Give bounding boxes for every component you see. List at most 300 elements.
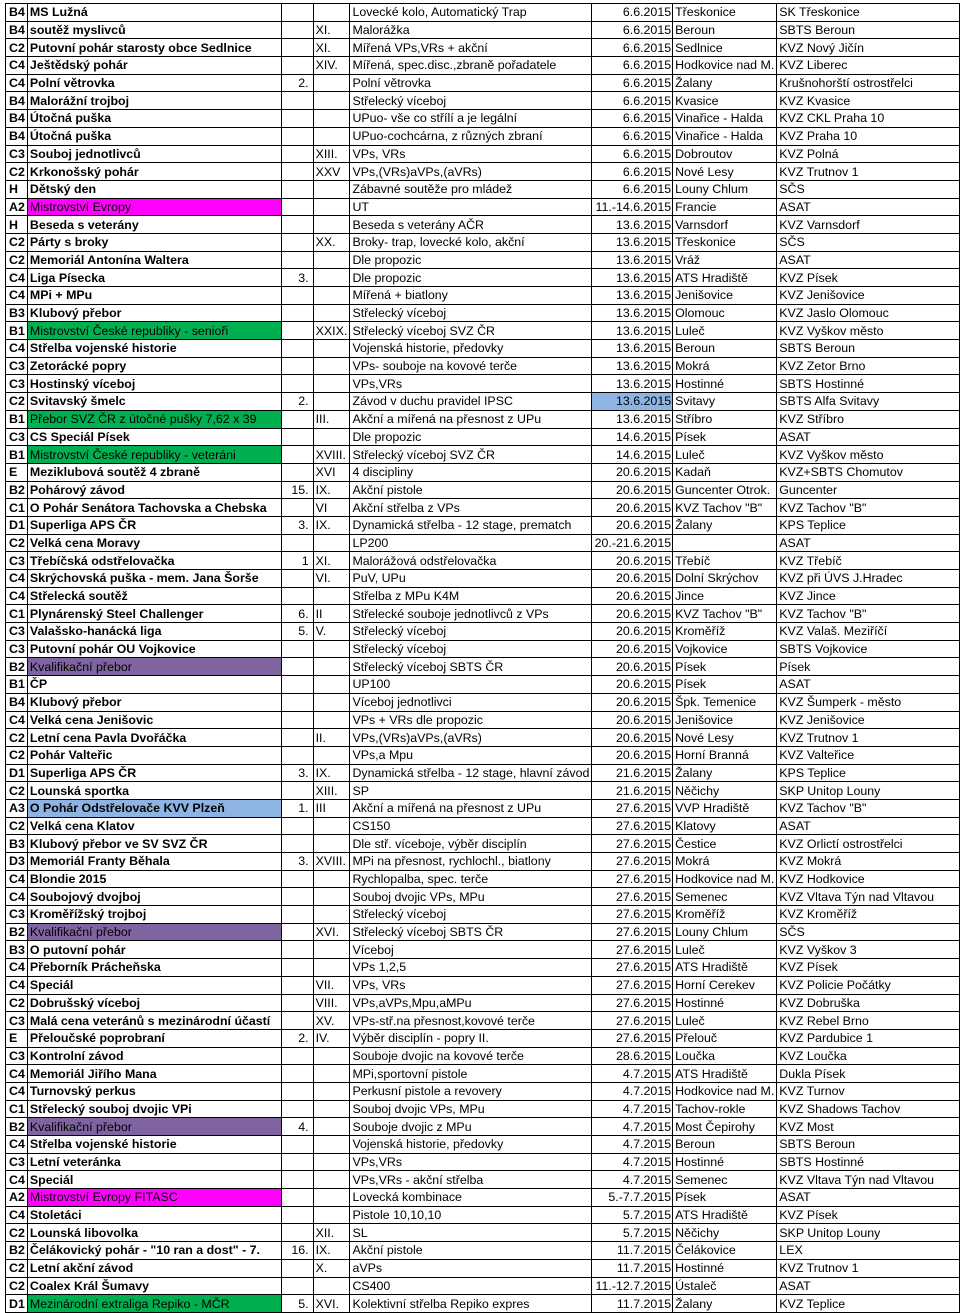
edition-roman-cell: VI. [313,570,350,588]
category-code-cell: C2 [6,393,28,411]
discipline-cell: Střelba z MPu K4M [350,587,592,605]
table-row [6,57,960,75]
date-cell: 13.6.2015 [592,287,673,305]
edition-number-cell [282,693,314,711]
category-code-cell: B3 [6,941,28,959]
category-code-cell: B3 [6,304,28,322]
edition-roman-cell [313,375,350,393]
discipline-cell: Souboj dvojic VPs, MPu [350,888,592,906]
edition-roman-cell [313,393,350,411]
discipline-cell: Malorážová odstřelovačka [350,552,592,570]
discipline-cell: VPs,(VRs)aVPs,(aVRs) [350,163,592,181]
edition-roman-cell [313,1189,350,1207]
event-name-cell: Mistrovství Evropy FITASC [27,1189,281,1207]
edition-number-cell: 5. [282,1295,314,1313]
organizer-cell: SČS [777,180,960,198]
venue-cell: Luleč [673,941,777,959]
edition-roman-cell: XX. [313,233,350,251]
event-name-cell: Pohár Valteřic [27,746,281,764]
venue-cell: Hostinné [673,1153,777,1171]
discipline-cell: VPs 1,2,5 [350,959,592,977]
venue-cell: Varnsdorf [673,216,777,234]
category-code-cell: C3 [6,428,28,446]
event-name-cell: Střelecký souboj dvojic VPi [27,1100,281,1118]
edition-number-cell [282,463,314,481]
venue-cell: Most Čepirohy [673,1118,777,1136]
table-row [6,269,960,287]
event-name-cell: Ještědský pohár [27,57,281,75]
table-row [6,340,960,358]
date-cell: 13.6.2015 [592,340,673,358]
organizer-cell: KVZ Písek [777,959,960,977]
event-name-cell: Mezinárodní extraliga Repiko - MČR [27,1295,281,1313]
event-name-cell: Valašsko-hanácká liga [27,623,281,641]
venue-cell: Kroměříž [673,906,777,924]
category-code-cell: C1 [6,605,28,623]
venue-cell: Horní Cerekev [673,976,777,994]
date-cell: 6.6.2015 [592,92,673,110]
organizer-cell: KVZ Trutnov 1 [777,1259,960,1277]
date-cell: 27.6.2015 [592,817,673,835]
edition-number-cell [282,835,314,853]
category-code-cell: B4 [6,21,28,39]
organizer-cell: KVZ Vyškov město [777,446,960,464]
organizer-cell: Guncenter [777,481,960,499]
date-cell: 20.6.2015 [592,729,673,747]
edition-number-cell [282,534,314,552]
category-code-cell: C3 [6,552,28,570]
event-name-cell: Coalex Král Šumavy [27,1277,281,1295]
edition-roman-cell [313,1065,350,1083]
event-name-cell: Meziklubová soutěž 4 zbraně [27,463,281,481]
discipline-cell: Střelecký víceboj [350,304,592,322]
edition-roman-cell: IX. [313,481,350,499]
edition-roman-cell: XVIII. [313,446,350,464]
category-code-cell: C2 [6,729,28,747]
category-code-cell: C2 [6,994,28,1012]
organizer-cell: KVZ Trutnov 1 [777,729,960,747]
venue-cell: Písek [673,658,777,676]
organizer-cell: KVZ Zetor Brno [777,357,960,375]
table-row [6,198,960,216]
edition-roman-cell [313,4,350,22]
edition-roman-cell [313,640,350,658]
edition-roman-cell [313,1100,350,1118]
venue-cell: Beroun [673,340,777,358]
edition-roman-cell [313,251,350,269]
date-cell: 21.6.2015 [592,764,673,782]
discipline-cell: Střelecký víceboj SBTS ČR [350,658,592,676]
event-name-cell: Putovní pohár starosty obce Sedlnice [27,39,281,57]
edition-roman-cell [313,693,350,711]
edition-number-cell: 6. [282,605,314,623]
category-code-cell: H [6,216,28,234]
edition-roman-cell: VI [313,499,350,517]
category-code-cell: B2 [6,923,28,941]
edition-roman-cell [313,711,350,729]
edition-roman-cell [313,110,350,128]
organizer-cell: SBTS Beroun [777,1136,960,1154]
date-cell: 20.6.2015 [592,746,673,764]
edition-number-cell [282,110,314,128]
table-row [6,1029,960,1047]
date-cell: 6.6.2015 [592,74,673,92]
date-cell: 20.6.2015 [592,693,673,711]
edition-roman-cell [313,1118,350,1136]
table-row [6,764,960,782]
table-row [6,428,960,446]
event-name-cell: Soubojový dvojboj [27,888,281,906]
edition-number-cell [282,340,314,358]
edition-number-cell [282,888,314,906]
date-cell: 20.6.2015 [592,516,673,534]
venue-cell: Písek [673,428,777,446]
category-code-cell: C4 [6,1206,28,1224]
table-row [6,393,960,411]
organizer-cell: Krušnohorští ostrostřelci [777,74,960,92]
venue-cell: Tachov-rokle [673,1100,777,1118]
organizer-cell: SBTS Beroun [777,21,960,39]
edition-roman-cell: XVI. [313,1295,350,1313]
organizer-cell: KVZ Praha 10 [777,127,960,145]
table-row [6,180,960,198]
venue-cell: Luleč [673,322,777,340]
edition-number-cell [282,729,314,747]
edition-number-cell [282,322,314,340]
venue-cell: Nové Lesy [673,729,777,747]
category-code-cell: C2 [6,817,28,835]
edition-roman-cell [313,1047,350,1065]
competition-table [5,3,960,1313]
table-row [6,110,960,128]
event-name-cell: Kroměřížský trojboj [27,906,281,924]
event-name-cell: Stoletáci [27,1206,281,1224]
event-name-cell: Letní akční závod [27,1259,281,1277]
event-name-cell: O putovní pohár [27,941,281,959]
category-code-cell: C4 [6,570,28,588]
discipline-cell: Vojenská historie, předovky [350,1136,592,1154]
venue-cell: Sedlnice [673,39,777,57]
venue-cell: VVP Hradiště [673,799,777,817]
organizer-cell: SKP Unitop Louny [777,1224,960,1242]
discipline-cell: MPi,sportovní pistole [350,1065,592,1083]
category-code-cell: C4 [6,711,28,729]
organizer-cell: KVZ CKL Praha 10 [777,110,960,128]
organizer-cell: KVZ Vltava Týn nad Vltavou [777,888,960,906]
event-name-cell: Memoriál Franty Běhala [27,853,281,871]
category-code-cell: A2 [6,198,28,216]
event-name-cell: Střelba vojenské historie [27,1136,281,1154]
organizer-cell: KVZ Shadows Tachov [777,1100,960,1118]
organizer-cell: KVZ Rebel Brno [777,1012,960,1030]
date-cell: 5.7.2015 [592,1224,673,1242]
organizer-cell: KVZ Vltava Týn nad Vltavou [777,1171,960,1189]
organizer-cell: SČS [777,233,960,251]
category-code-cell: B1 [6,676,28,694]
discipline-cell: Dynamická střelba - 12 stage, prematch [350,516,592,534]
edition-number-cell [282,1100,314,1118]
organizer-cell: KVZ Tachov "B" [777,499,960,517]
category-code-cell: B4 [6,92,28,110]
organizer-cell: KVZ Polná [777,145,960,163]
organizer-cell: ASAT [777,428,960,446]
venue-cell: Písek [673,1189,777,1207]
edition-roman-cell: XVI [313,463,350,481]
date-cell: 20.6.2015 [592,587,673,605]
discipline-cell: Akční a mířená na přesnost z UPu [350,410,592,428]
category-code-cell: C2 [6,1224,28,1242]
organizer-cell: KVZ při ÚVS J.Hradec [777,570,960,588]
date-cell: 13.6.2015 [592,269,673,287]
table-row [6,640,960,658]
venue-cell: Něčichy [673,782,777,800]
category-code-cell: C3 [6,623,28,641]
category-code-cell: C2 [6,251,28,269]
venue-cell: Hodkovice nad M. [673,870,777,888]
date-cell: 6.6.2015 [592,163,673,181]
discipline-cell: Zábavné soutěže pro mládež [350,180,592,198]
event-name-cell: Čelákovický pohár - "10 ran a dost" - 7. [27,1242,281,1260]
edition-number-cell [282,145,314,163]
edition-roman-cell [313,1082,350,1100]
category-code-cell: B2 [6,1118,28,1136]
edition-number-cell [282,1224,314,1242]
event-name-cell: Liga Písecka [27,269,281,287]
discipline-cell: Závod v duchu pravidel IPSC [350,393,592,411]
date-cell: 27.6.2015 [592,799,673,817]
event-name-cell: Přeborník Prácheňska [27,959,281,977]
edition-roman-cell: III. [313,410,350,428]
table-row [6,552,960,570]
category-code-cell: B2 [6,481,28,499]
table-row [6,322,960,340]
discipline-cell: CS150 [350,817,592,835]
category-code-cell: B1 [6,322,28,340]
edition-number-cell [282,923,314,941]
edition-roman-cell [313,127,350,145]
table-row [6,1224,960,1242]
organizer-cell: KVZ Orlictí ostrostřelci [777,835,960,853]
table-row [6,1065,960,1083]
venue-cell: Špk. Temenice [673,693,777,711]
event-name-cell: Kvalifikační přebor [27,658,281,676]
organizer-cell: Dukla Písek [777,1065,960,1083]
venue-cell: KVZ Tachov "B" [673,605,777,623]
table-row [6,906,960,924]
discipline-cell: Víceboj [350,941,592,959]
date-cell: 6.6.2015 [592,57,673,75]
edition-number-cell [282,127,314,145]
date-cell: 27.6.2015 [592,976,673,994]
date-cell: 28.6.2015 [592,1047,673,1065]
venue-cell: Písek [673,676,777,694]
category-code-cell: C3 [6,375,28,393]
venue-cell: Žalany [673,764,777,782]
discipline-cell: 4 discipliny [350,463,592,481]
edition-number-cell [282,1277,314,1295]
edition-number-cell [282,941,314,959]
edition-roman-cell [313,1277,350,1295]
venue-cell: Hodkovice nad M. [673,1082,777,1100]
venue-cell: Třeskonice [673,233,777,251]
event-name-cell: O Pohár Senátora Tachovska a Chebska [27,499,281,517]
date-cell: 6.6.2015 [592,145,673,163]
organizer-cell: KVZ Šumperk - město [777,693,960,711]
table-row [6,1295,960,1313]
organizer-cell: KVZ Vyškov město [777,322,960,340]
table-row [6,74,960,92]
date-cell: 13.6.2015 [592,233,673,251]
organizer-cell: ASAT [777,198,960,216]
table-row [6,1118,960,1136]
edition-roman-cell: VII. [313,976,350,994]
discipline-cell: Střelecký víceboj [350,623,592,641]
category-code-cell: A2 [6,1189,28,1207]
venue-cell: Dobroutov [673,145,777,163]
event-name-cell: Střelba vojenské historie [27,340,281,358]
competition-table-body [6,4,960,1313]
edition-number-cell [282,446,314,464]
category-code-cell: C3 [6,1047,28,1065]
date-cell: 6.6.2015 [592,39,673,57]
edition-roman-cell [313,959,350,977]
organizer-cell: KVZ Třebíč [777,552,960,570]
date-cell: 14.6.2015 [592,446,673,464]
venue-cell: Žalany [673,74,777,92]
table-row [6,4,960,22]
table-row [6,251,960,269]
organizer-cell: KVZ Valteřice [777,746,960,764]
date-cell: 4.7.2015 [592,1136,673,1154]
category-code-cell: C2 [6,746,28,764]
edition-number-cell [282,1065,314,1083]
event-name-cell: Klubový přebor ve SV SVZ ČR [27,835,281,853]
table-row [6,711,960,729]
table-row [6,853,960,871]
venue-cell: Semenec [673,1171,777,1189]
table-row [6,21,960,39]
edition-number-cell [282,216,314,234]
edition-number-cell [282,1189,314,1207]
organizer-cell: KVZ Jenišovice [777,287,960,305]
organizer-cell: ASAT [777,1189,960,1207]
date-cell: 11.7.2015 [592,1259,673,1277]
date-cell: 11.-12.7.2015 [592,1277,673,1295]
edition-roman-cell: II [313,605,350,623]
organizer-cell: ASAT [777,534,960,552]
edition-number-cell [282,499,314,517]
edition-roman-cell: XI. [313,552,350,570]
date-cell: 20.6.2015 [592,499,673,517]
discipline-cell: SL [350,1224,592,1242]
organizer-cell: KVZ Most [777,1118,960,1136]
category-code-cell: D3 [6,853,28,871]
venue-cell: Vinařice - Halda [673,110,777,128]
date-cell: 20.-21.6.2015 [592,534,673,552]
event-name-cell: Kvalifikační přebor [27,923,281,941]
venue-cell: Beroun [673,21,777,39]
event-name-cell: Turnovský perkus [27,1082,281,1100]
edition-number-cell: 3. [282,853,314,871]
date-cell: 6.6.2015 [592,180,673,198]
edition-roman-cell [313,269,350,287]
edition-roman-cell [313,1136,350,1154]
venue-cell: Vráž [673,251,777,269]
venue-cell: Semenec [673,888,777,906]
table-row [6,1171,960,1189]
discipline-cell: Perkusní pistole a revovery [350,1082,592,1100]
edition-roman-cell: V. [313,623,350,641]
table-row [6,994,960,1012]
edition-number-cell: 1. [282,799,314,817]
edition-number-cell [282,782,314,800]
date-cell: 13.6.2015 [592,216,673,234]
category-code-cell: C4 [6,976,28,994]
organizer-cell: SBTS Hostinné [777,375,960,393]
discipline-cell: VPs, VRs [350,976,592,994]
table-row [6,1189,960,1207]
category-code-cell: C3 [6,906,28,924]
table-row [6,127,960,145]
edition-number-cell [282,180,314,198]
table-row [6,481,960,499]
event-name-cell: Souboj jednotlivců [27,145,281,163]
category-code-cell: H [6,180,28,198]
event-name-cell: Krkonošský pohár [27,163,281,181]
table-row [6,1136,960,1154]
edition-number-cell [282,92,314,110]
venue-cell: Třeskonice [673,4,777,22]
edition-number-cell: 3. [282,269,314,287]
discipline-cell: UP100 [350,676,592,694]
category-code-cell: C2 [6,163,28,181]
organizer-cell: KVZ Policie Počátky [777,976,960,994]
edition-roman-cell [313,92,350,110]
event-name-cell: Beseda s veterány [27,216,281,234]
table-row [6,357,960,375]
event-name-cell: Velká cena Moravy [27,534,281,552]
edition-number-cell [282,198,314,216]
event-name-cell: Dětský den [27,180,281,198]
edition-roman-cell [313,1171,350,1189]
table-row [6,39,960,57]
organizer-cell: KVZ Loučka [777,1047,960,1065]
date-cell: 20.6.2015 [592,463,673,481]
event-name-cell: Velká cena Jenišovic [27,711,281,729]
category-code-cell: C2 [6,233,28,251]
discipline-cell: Rychlopalba, spec. terče [350,870,592,888]
discipline-cell: Mířená VPs,VRs + akční [350,39,592,57]
edition-number-cell: 1 [282,552,314,570]
edition-roman-cell [313,658,350,676]
venue-cell: KVZ Tachov "B" [673,499,777,517]
category-code-cell: E [6,1029,28,1047]
edition-roman-cell [313,340,350,358]
date-cell: 27.6.2015 [592,853,673,871]
event-name-cell: Skrýchovská puška - mem. Jana Šorše [27,570,281,588]
date-cell: 20.6.2015 [592,623,673,641]
edition-roman-cell [313,216,350,234]
event-name-cell: Párty s broky [27,233,281,251]
event-name-cell: CS Speciál Písek [27,428,281,446]
edition-number-cell [282,57,314,75]
edition-roman-cell: XIV. [313,57,350,75]
venue-cell: Jenišovice [673,711,777,729]
event-name-cell: Mistrovství Evropy [27,198,281,216]
venue-cell: Francie [673,198,777,216]
event-name-cell: Hostinský víceboj [27,375,281,393]
organizer-cell: KVZ Valaš. Meziříčí [777,623,960,641]
